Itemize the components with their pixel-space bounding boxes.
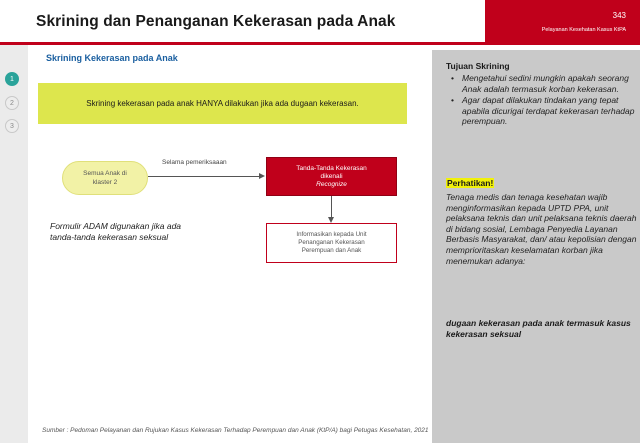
step-2-button[interactable]: 2	[5, 96, 19, 110]
step-sidebar	[0, 45, 28, 443]
source-footnote: Sumber : Pedoman Pelayanan dan Rujukan Kasus Kekerasan Terhadap Perempuan dan Anak (KtP/A) bagi Petugas Kesehatan, 2021	[42, 427, 429, 434]
flow-arrow-label: Selama pemeriksaaan	[162, 159, 227, 166]
header	[0, 0, 640, 42]
flow-inform-line2: Penanganan Kekerasan	[298, 239, 365, 246]
flow-start-node	[62, 161, 148, 195]
header-subtitle: Pelayanan Kesehatan Kasus KtPA	[541, 27, 626, 33]
flow-arrow-vertical	[331, 196, 332, 219]
highlight-box	[38, 83, 407, 124]
section-title: Skrining Kekerasan pada Anak	[46, 53, 178, 63]
flow-signs-node	[266, 157, 397, 196]
flow-start-line2: klaster 2	[92, 179, 118, 186]
flow-signs-line1: Tanda-Tanda Kekerasan	[296, 164, 367, 172]
goal-list-item: • Mengetahui sedini mungkin apakah seorang Anak adalah termasuk korban kekerasan.	[446, 73, 636, 94]
attention-label: Perhatikan!	[447, 178, 494, 188]
flow-arrow-horizontal	[148, 176, 260, 177]
page-title: Skrining dan Penanganan Kekerasan pada Anak	[36, 13, 396, 30]
header-badge	[485, 0, 640, 42]
goal-list-item: • Agar dapat dilakukan tindakan yang tepat apabila dicurigai terdapat kekerasan terhadap perempuan.	[446, 95, 636, 127]
flow-inform-line1: Informasikan kepada Unit	[296, 231, 367, 238]
formulir-line2: tanda-tanda kekerasan seksual	[50, 232, 169, 242]
formulir-note	[50, 221, 181, 243]
step-1-button[interactable]: 1	[5, 72, 19, 86]
header-divider	[0, 42, 640, 45]
goal-list	[446, 73, 636, 128]
flow-inform-node	[266, 223, 397, 263]
highlight-text: Skrining kekerasan pada anak HANYA dilakukan jika ada dugaan kekerasan.	[86, 99, 359, 108]
flow-inform-line3: Perempuan dan Anak	[301, 247, 362, 254]
flow-signs-line2: dikenali	[320, 172, 343, 180]
flow-start-line1: Semua Anak di	[83, 170, 127, 177]
formulir-line1: Formulir ADAM digunakan jika ada	[50, 221, 182, 231]
attention-emphasis: dugaan kekerasan pada anak termasuk kasus kekerasan seksual	[446, 318, 631, 339]
page-number: 343	[612, 11, 626, 20]
info-panel-title: Tujuan Skrining	[446, 61, 510, 71]
flow-arrow-head-right	[259, 173, 265, 179]
info-panel	[432, 50, 640, 443]
flow-signs-line3: Recognize	[316, 180, 347, 188]
attention-body: Tenaga medis dan tenaga kesehatan wajib menginformasikan kepada UPTD PPA, unit pelaksana teknis dan unit pelaksana teknis daerah di bidang sosial, Lembaga Penyedia Layanan Berbasis Masyarakat, dan/ atau kepolisian dengan memprioritaskan keselamatan korban jika menemukan adanya:	[446, 192, 637, 266]
step-3-button[interactable]: 3	[5, 119, 19, 133]
